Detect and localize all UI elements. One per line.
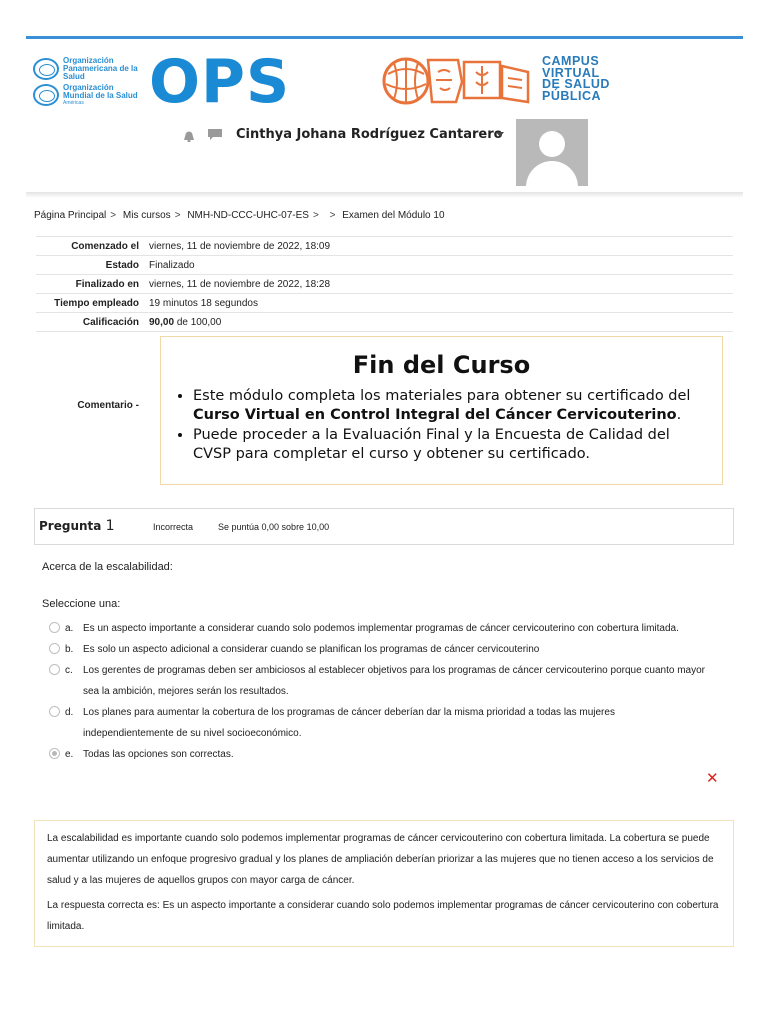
answer-letter: b. (65, 644, 74, 655)
radio-b[interactable] (49, 643, 60, 654)
answer-option-c[interactable] (46, 660, 706, 702)
finished-value: viernes, 11 de noviembre de 2022, 18:28 (149, 278, 331, 290)
answer-option-e[interactable] (46, 744, 706, 765)
breadcrumb-home[interactable]: Página Principal (34, 210, 107, 221)
state-value: Finalizado (149, 259, 195, 271)
header-divider (26, 192, 743, 198)
general-feedback: La escalabilidad es importante cuando solo podemos implementar programas de cáncer cervicouterino con cobertura limitada. La cobertura se puede aumentar utilizando un enfoque progresivo gradual y los planes de ampliación deberían priorizar a las mujeres que no tienen acceso a los servicios de salud y a las mujeres de aquellos grupos con mayor carga de cáncer. (47, 833, 714, 886)
comment-b1-end: . (676, 407, 682, 423)
question-number: 1 (105, 518, 115, 534)
breadcrumb-course[interactable]: NMH-ND-CCC-UHC-07-ES (187, 210, 309, 221)
comment-b1-text: Este módulo completa los materiales para obtener su certificado del (193, 388, 691, 404)
comment-title: Fin del Curso (352, 351, 531, 379)
answer-letter: e. (65, 749, 74, 760)
user-name[interactable]: Cinthya Johana Rodríguez Cantarero (236, 127, 503, 142)
un-globe-icon (33, 58, 59, 80)
comment-box (160, 336, 723, 485)
answer-text: Es un aspecto importante a considerar cuando solo podemos implementar programas de cáncer cervicouterino con cobertura limitada. (83, 623, 679, 634)
breadcrumb-exam[interactable]: Examen del Módulo 10 (342, 210, 445, 221)
question-title (39, 518, 114, 534)
answer-text: Los planes para aumentar la cobertura de los programas de cáncer deberían dar la misma prioridad a todas las mujeres independientemente de su nivel socioeconómico. (83, 707, 615, 739)
avatar[interactable] (516, 119, 588, 186)
table-row (36, 255, 733, 274)
answer-option-d[interactable] (46, 702, 706, 744)
question-label: Pregunta (39, 519, 102, 533)
feedback-box (34, 820, 734, 947)
answer-text: Todas las opciones son correctas. (83, 749, 234, 760)
list-item (193, 387, 704, 425)
started-value: viernes, 11 de noviembre de 2022, 18:09 (149, 240, 331, 252)
campus-line-4: PÚBLICA (542, 88, 602, 103)
user-bar (180, 118, 600, 188)
radio-c[interactable] (49, 664, 60, 675)
ops-logo[interactable]: OPS (149, 47, 291, 117)
answer-text: Los gerentes de programas deben ser ambiciosos al establecer objetivos para los programas de cáncer cervicouterino porque cuanto mayor sea la ambición, mejores serán los resultados. (83, 665, 706, 697)
table-row (36, 312, 733, 331)
answer-prompt: Seleccione una: (42, 598, 121, 610)
state-label: Estado (105, 259, 139, 271)
table-row (36, 236, 733, 255)
answer-text: Es solo un aspecto adicional a considerar cuando se planifican los programas de cáncer cervicouterino (83, 644, 540, 655)
who-paho-logo[interactable] (33, 56, 145, 110)
answer-list (46, 618, 706, 765)
answer-option-a[interactable] (46, 618, 706, 639)
attempt-summary-table (36, 236, 733, 491)
time-value: 19 minutos 18 segundos (149, 297, 258, 309)
incorrect-x-icon: ✕ (706, 770, 719, 787)
table-row (36, 293, 733, 312)
grade-value (149, 317, 221, 328)
radio-a[interactable] (49, 622, 60, 633)
who-name: Organización Mundial de la Salud (63, 83, 138, 100)
question-grade: Se puntúa 0,00 sobre 10,00 (218, 522, 330, 532)
finished-label: Finalizado en (75, 278, 139, 290)
campus-line-2: VIRTUAL (542, 65, 600, 80)
breadcrumb-my-courses[interactable]: Mis cursos (122, 210, 171, 221)
right-answer: La respuesta correcta es: Es un aspecto importante a considerar cuando solo podemos implementar programas de cáncer cervicouterino con cobertura limitada. (47, 900, 719, 932)
user-menu-caret-icon[interactable] (496, 132, 504, 137)
campus-line-1: CAMPUS (542, 54, 600, 68)
grade-max: de 100,00 (176, 316, 222, 328)
grade-score: 90,00 (149, 316, 175, 328)
list-item: • Puede proceder a la Evaluación Final y la Encuesta de Calidad del CVSP para completar el curso y obtener su certificado. (193, 426, 704, 464)
campus-virtual-logo[interactable] (542, 56, 610, 102)
notifications-bell-icon[interactable] (182, 130, 196, 142)
answer-option-b[interactable] (46, 639, 706, 660)
americas-label: Américas (63, 100, 84, 106)
comment-label: Comentario - (77, 400, 139, 411)
started-label: Comenzado el (71, 240, 139, 252)
answer-letter: c. (65, 665, 73, 676)
table-row (36, 331, 733, 491)
table-row (36, 274, 733, 293)
course-name: Curso Virtual en Control Integral del Cáncer Cervicouterino (193, 407, 677, 423)
question-info (34, 508, 734, 545)
answer-letter: a. (65, 623, 74, 634)
comment-list (179, 387, 704, 464)
radio-e-selected[interactable] (49, 748, 60, 759)
answer-letter: d. (65, 707, 74, 718)
who-globe-icon (33, 84, 59, 106)
radio-d[interactable] (49, 706, 60, 717)
question-text: Acerca de la escalabilidad: (42, 561, 173, 573)
paho-name: Organización Panamericana de la Salud (63, 56, 138, 81)
campus-line-3: DE SALUD (542, 77, 610, 91)
messages-chat-icon[interactable] (208, 129, 222, 141)
campus-emblem-icon (382, 54, 532, 108)
header-logos (33, 47, 733, 117)
question-state: Incorrecta (153, 522, 194, 532)
grade-label: Calificación (82, 316, 139, 328)
breadcrumb: Página Principal > Mis cursos > NMH-ND-CCC-UHC-07-ES > > Examen del Módulo 10 (34, 210, 445, 221)
time-label: Tiempo empleado (54, 297, 139, 309)
top-accent-line (26, 36, 743, 39)
